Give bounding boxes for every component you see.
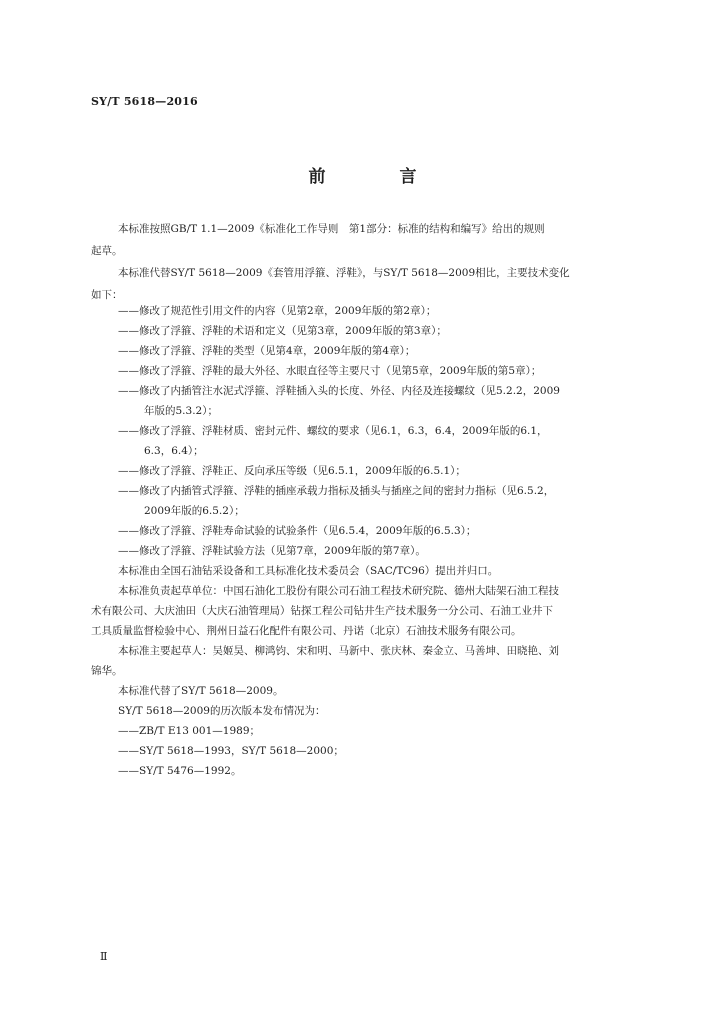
list-item-continuation: 年版的5.3.2）；	[144, 405, 218, 417]
text-line: 本标准代替SY/T 5618—2009《套管用浮箍、浮鞋》，与SY/T 5618—2009相比，主要技术变化	[118, 267, 570, 279]
text-line: 工具质量监督检验中心、荆州日益石化配件有限公司、丹诺（北京）石油技术服务有限公司。	[91, 625, 522, 637]
list-item: ——修改了内插管式浮箍、浮鞋的插座承载力指标及插头与插座之间的密封力指标（见6.5.2，	[118, 485, 555, 497]
text-line: 本标准负责起草单位：中国石油化工股份有限公司石油工程技术研究院、德州大陆架石油工程技	[118, 585, 559, 597]
standard-code: SY/T 5618—2016	[91, 95, 198, 108]
list-item: ——修改了浮箍、浮鞋寿命试验的试验条件（见6.5.4，2009年版的6.5.3）；	[118, 525, 477, 537]
text-line: 本标准按照GB/T 1.1—2009《标准化工作导则 第1部分：标准的结构和编写》给出的规则	[118, 223, 545, 235]
page-title: 前 言	[308, 167, 451, 187]
list-item: ——修改了浮箍、浮鞋正、反向承压等级（见6.5.1，2009年版的6.5.1）；	[118, 465, 466, 477]
text-line: 本标准由全国石油钻采设备和工具标准化技术委员会（SAC/TC96）提出并归口。	[118, 565, 499, 577]
text-line: 本标准主要起草人：吴姬昊、柳鸿钧、宋和明、马新中、张庆林、秦金立、马善坤、田晓艳、刘	[118, 645, 559, 657]
text-line: 锦华。	[91, 665, 123, 677]
list-item: ——修改了规范性引用文件的内容（见第2章，2009年版的第2章）；	[118, 305, 437, 317]
list-item-continuation: 6.3，6.4）；	[144, 445, 204, 457]
list-item: ——修改了浮箍、浮鞋试验方法（见第7章，2009年版的第7章）。	[118, 545, 426, 557]
list-item: ——ZB/T E13 001—1989；	[118, 725, 261, 737]
list-item: ——SY/T 5618—1993，SY/T 5618—2000；	[118, 745, 344, 757]
list-item: ——修改了浮箍、浮鞋的术语和定义（见第3章，2009年版的第3章）；	[118, 325, 447, 337]
text-line: 如下：	[91, 289, 123, 301]
list-item: ——修改了内插管注水泥式浮箍、浮鞋插入头的长度、外径、内径及连接螺纹（见5.2.2，2009	[118, 385, 560, 397]
list-item: ——修改了浮箍、浮鞋材质、密封元件、螺纹的要求（见6.1，6.3，6.4，2009年版的6.1，	[118, 425, 548, 437]
text-line: 术有限公司、大庆油田（大庆石油管理局）钻探工程公司钻井生产技术服务一分公司、石油工业井下	[91, 605, 553, 617]
page-number: Ⅱ	[100, 950, 108, 963]
text-line: 本标准代替了SY/T 5618—2009。	[118, 685, 284, 697]
text-line: 起草。	[91, 245, 123, 257]
list-item-continuation: 2009年版的6.5.2）；	[144, 505, 245, 517]
list-item: ——修改了浮箍、浮鞋的最大外径、水眼直径等主要尺寸（见第5章，2009年版的第5章）；	[118, 365, 542, 377]
text-line: SY/T 5618—2009的历次版本发布情况为：	[118, 705, 326, 717]
list-item: ——修改了浮箍、浮鞋的类型（见第4章，2009年版的第4章）；	[118, 345, 416, 357]
list-item: ——SY/T 5476—1992。	[118, 765, 242, 777]
